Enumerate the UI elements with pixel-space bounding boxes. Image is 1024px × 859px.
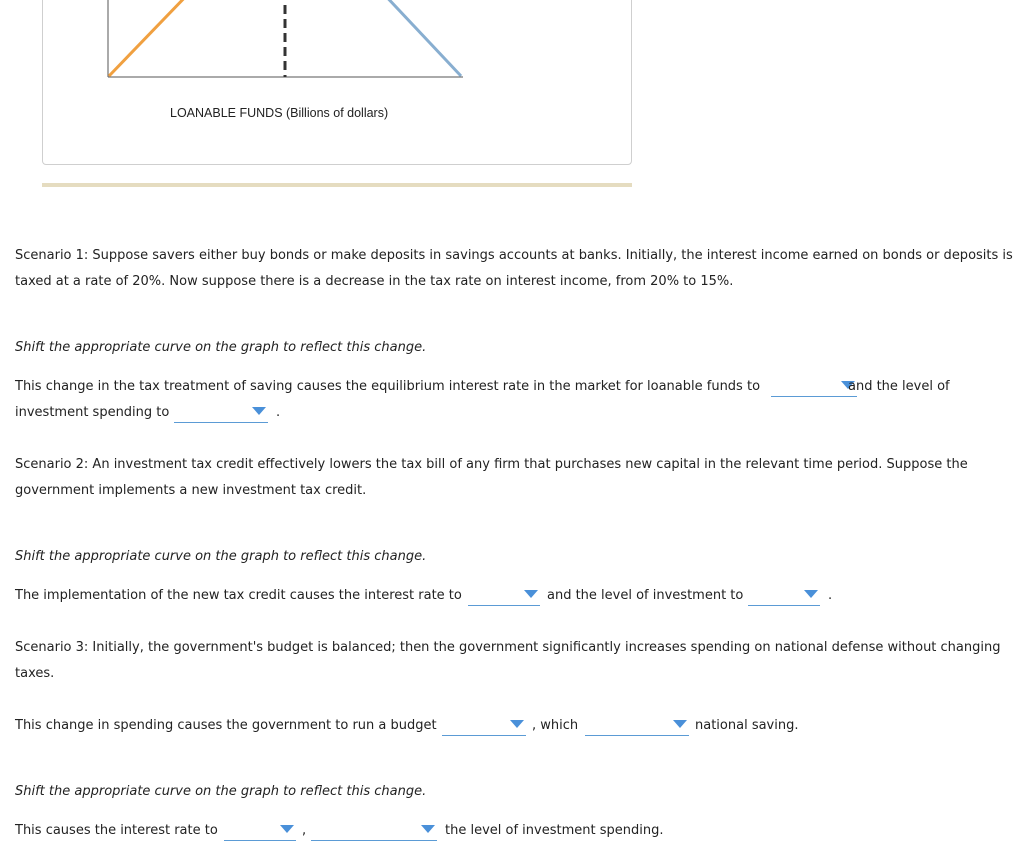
scenario2-text: Scenario 2: An investment tax credit effectively lowers the tax bill of any firm that purchases new capital in the relevant time period. Suppose the government implements a new investment tax credit. [15, 457, 968, 498]
scenario3-interest-rate-dropdown[interactable] [224, 820, 296, 841]
chevron-down-icon [421, 825, 435, 833]
chevron-down-icon [524, 590, 538, 598]
chevron-down-icon [804, 590, 818, 598]
scenario1-instruction: Shift the appropriate curve on the graph to reflect this change. [15, 340, 427, 355]
scenario3-question-line2: This causes the interest rate to , the level of investment spending. [15, 820, 715, 842]
scenario1-question-line2: investment spending to . [15, 402, 415, 424]
chevron-down-icon [280, 825, 294, 833]
scenario2-investment-dropdown[interactable] [748, 585, 820, 606]
chevron-down-icon [673, 720, 687, 728]
scenario2-interest-rate-dropdown[interactable] [468, 585, 540, 606]
chevron-down-icon [510, 720, 524, 728]
scenario3-budget-dropdown[interactable] [442, 715, 526, 736]
scenario1-interest-rate-dropdown[interactable] [771, 376, 857, 397]
x-axis-label: LOANABLE FUNDS (Billions of dollars) [170, 106, 389, 120]
scenario2-question-line: The implementation of the new tax credit causes the interest rate to and the level of investment to . [15, 585, 855, 607]
demand-curve [381, 0, 461, 76]
chevron-down-icon [252, 407, 266, 415]
scenario3-investment-dropdown[interactable] [311, 820, 437, 841]
scenario1-text: Scenario 1: Suppose savers either buy bonds or make deposits in savings accounts at banks. Initially, the interest income earned on bonds or deposits is taxed at a rate of 20%. Now suppose there is a decrease in the tax rate on interest income, from 20% to 15%. [15, 248, 1013, 289]
graph-panel [42, 0, 632, 165]
scenario3-text: Scenario 3: Initially, the government's budget is balanced; then the government significantly increases spending on national defense without changing taxes. [15, 640, 1001, 681]
scenario3-instruction: Shift the appropriate curve on the graph to reflect this change. [15, 784, 427, 799]
supply-curve [109, 0, 191, 76]
section-divider [42, 183, 632, 187]
scenario1-question-line1: This change in the tax treatment of saving causes the equilibrium interest rate in the market for loanable funds to and the level of [15, 376, 1015, 398]
scenario3-question-line1: This change in spending causes the government to run a budget , which national saving. [15, 715, 815, 737]
loanable-funds-graph[interactable] [43, 0, 631, 164]
scenario3-national-saving-dropdown[interactable] [585, 715, 689, 736]
scenario2-instruction: Shift the appropriate curve on the graph to reflect this change. [15, 549, 427, 564]
scenario1-investment-dropdown[interactable] [174, 402, 268, 423]
